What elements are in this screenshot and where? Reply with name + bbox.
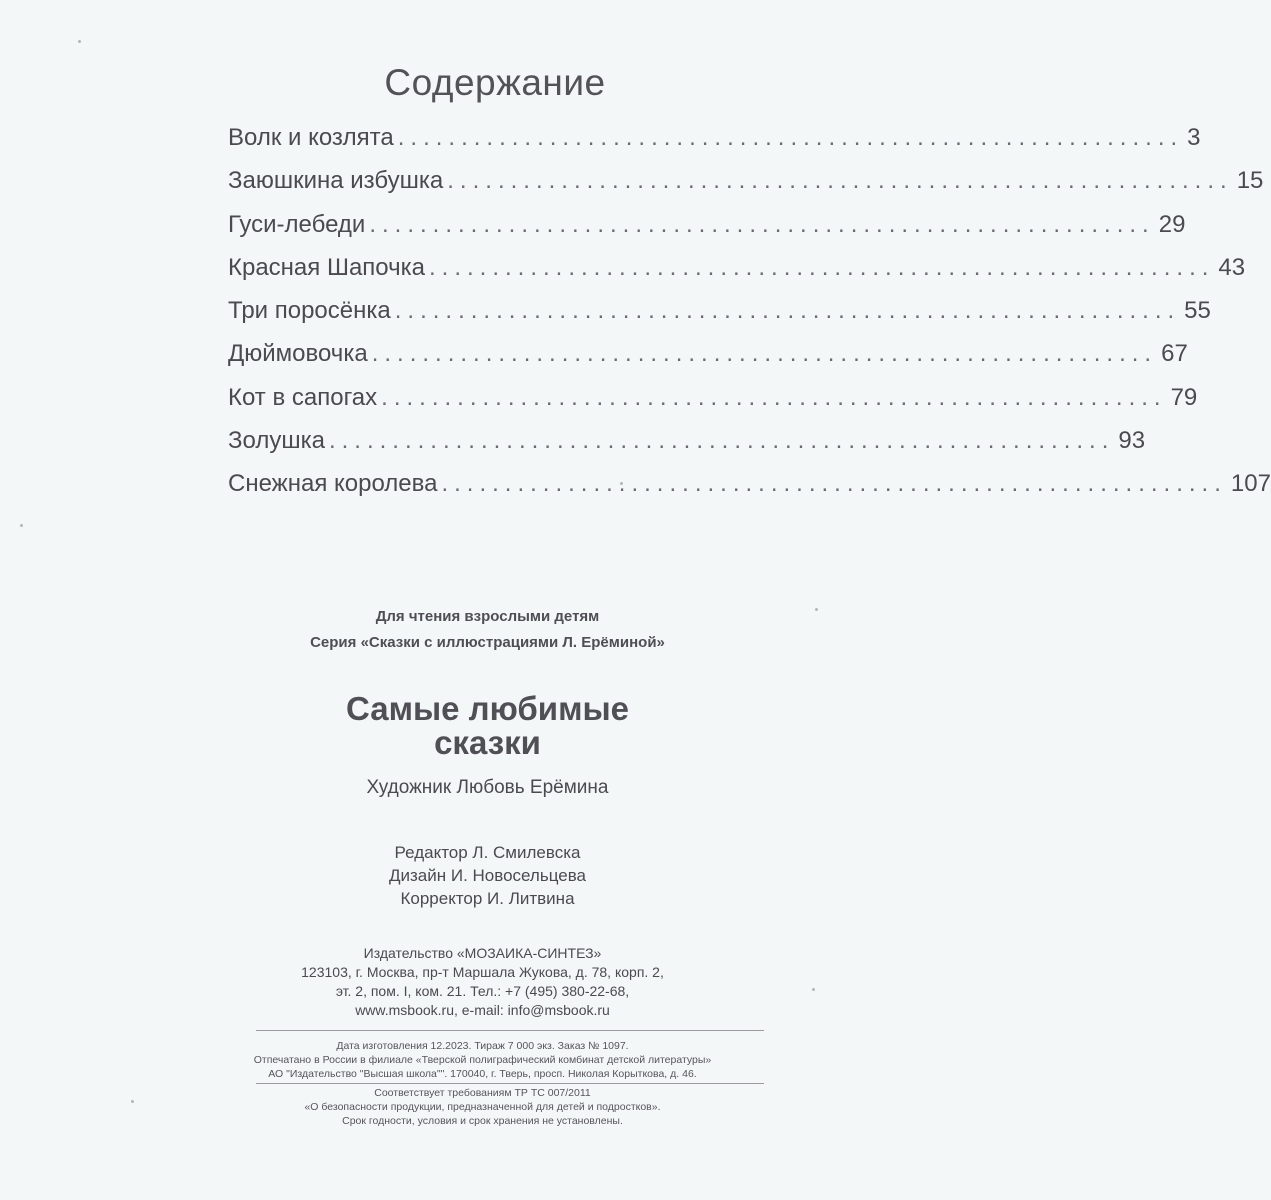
compliance-line: «О безопасности продукции, предназначенной для детей и подростков».: [304, 1101, 661, 1113]
toc-entry-title: Красная Шапочка: [228, 253, 425, 281]
print-info-line: Дата изготовления 12.2023. Тираж 7 000 экз. Заказ № 1097.: [336, 1040, 629, 1052]
toc-entry-title: Дюймовочка: [228, 340, 368, 368]
toc-leader-dots: ..............................................................: [394, 297, 1181, 325]
toc-entry-title: Золушка: [228, 427, 325, 455]
toc-entry[interactable]: [228, 297, 1211, 340]
print-speck: [20, 524, 23, 527]
toc-entry-page: 43: [1218, 253, 1246, 281]
publisher-line: Издательство «МОЗАИКА-СИНТЕЗ»: [363, 945, 602, 961]
toc-entry[interactable]: [228, 427, 1146, 470]
table-of-contents: [228, 124, 1271, 514]
toc-entry-title: Волк и козлята: [228, 124, 394, 151]
publisher-address-line: эт. 2, пом. I, ком. 21. Тел.: +7 (495) 380-22-68,: [335, 983, 630, 999]
toc-entry[interactable]: [228, 470, 1271, 513]
toc-entry[interactable]: [228, 167, 1264, 210]
toc-entry-page: 67: [1161, 340, 1188, 368]
publisher-address-line: 123103, г. Москва, пр-т Маршала Жукова, д. 78, корп. 2,: [301, 964, 664, 980]
toc-entry-page: 3: [1187, 124, 1201, 151]
publisher-contacts-line: www.msbook.ru, e-mail: info@msbook.ru: [355, 1002, 610, 1018]
toc-entry[interactable]: [228, 253, 1246, 297]
toc-entry[interactable]: [228, 210, 1186, 254]
audience-note: Для чтения взрослыми детям: [375, 608, 600, 625]
design-credit: Дизайн И. Новосельцева: [388, 866, 587, 885]
toc-leader-dots: ..............................................................: [397, 124, 1184, 151]
toc-leader-dots: ..............................................................: [447, 167, 1233, 195]
book-title-line-1: Самые любимые: [345, 690, 630, 727]
toc-leader-dots: ..............................................................: [381, 383, 1167, 411]
illustrator-credit: Художник Любовь Ерёмина: [366, 777, 609, 798]
compliance-line: Срок годности, условия и срок хранения не установлены.: [342, 1115, 623, 1127]
divider: [256, 1030, 764, 1031]
contents-title: Содержание: [384, 62, 606, 103]
print-speck: [78, 40, 81, 43]
print-info-line: Отпечатано в России в филиале «Тверской полиграфический комбинат детской литературы»: [253, 1054, 712, 1066]
series-name: Серия «Сказки с иллюстрациями Л. Ерёминой»: [310, 634, 665, 651]
toc-leader-dots: ..............................................................: [371, 340, 1158, 368]
toc-leader-dots: ..............................................................: [369, 210, 1155, 238]
toc-entry[interactable]: [228, 340, 1188, 383]
toc-entry-title: Кот в сапогах: [228, 383, 378, 411]
toc-entry-page: 55: [1184, 297, 1211, 325]
toc-leader-dots: ..............................................................: [441, 470, 1227, 498]
toc-entry[interactable]: [228, 124, 1201, 167]
toc-leader-dots: ..............................................................: [428, 253, 1215, 281]
toc-entry-page: 15: [1236, 167, 1264, 195]
toc-entry-title: Гуси-лебеди: [228, 210, 366, 238]
toc-entry-title: Заюшкина избушка: [228, 167, 444, 195]
print-info-line: АО "Издательство "Высшая школа"". 170040, г. Тверь, просп. Николая Корыткова, д. 46.: [268, 1068, 697, 1080]
compliance-line: Соответствует требованиям ТР ТС 007/2011: [374, 1087, 591, 1099]
editor-credit: Редактор Л. Смилевска: [394, 843, 581, 862]
toc-entry-page: 29: [1158, 210, 1186, 238]
book-title-line-2: сказки: [434, 724, 541, 761]
toc-entry-title: Три поросёнка: [228, 297, 391, 325]
toc-entry-page: 93: [1118, 427, 1146, 455]
toc-entry[interactable]: [228, 383, 1198, 427]
divider: [256, 1083, 764, 1084]
proofreader-credit: Корректор И. Литвина: [400, 889, 575, 908]
toc-entry-page: 79: [1170, 383, 1198, 411]
toc-entry-title: Снежная королева: [228, 470, 438, 498]
toc-entry-page: 107: [1230, 470, 1271, 498]
toc-leader-dots: ..............................................................: [328, 427, 1115, 455]
